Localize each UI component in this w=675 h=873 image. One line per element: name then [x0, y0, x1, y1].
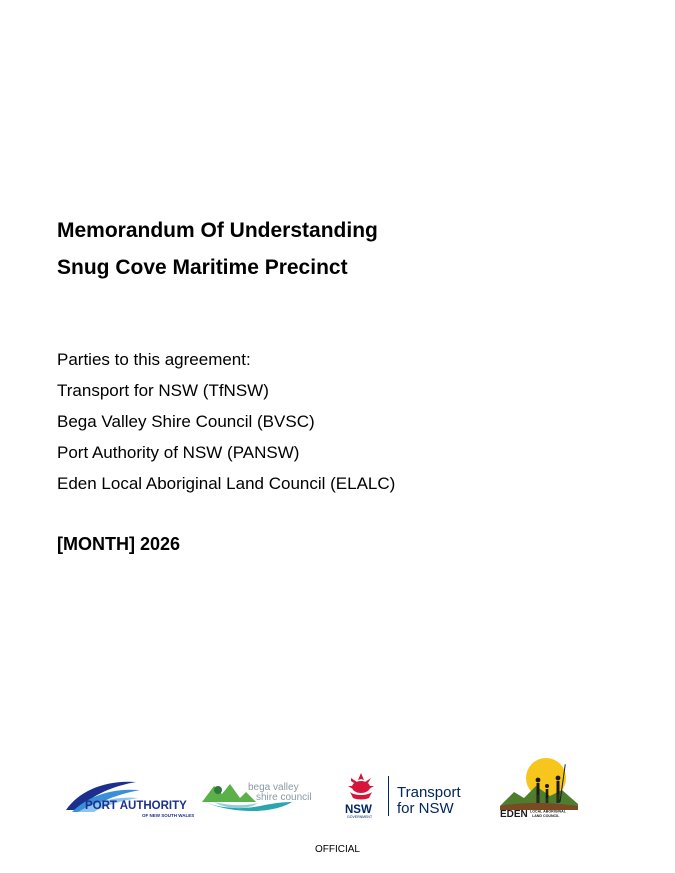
transport-nsw-logo	[343, 770, 473, 826]
agreement-date: [MONTH] 2026	[57, 534, 181, 554]
bega-line1: bega valley	[248, 782, 299, 793]
eden-sub1: LOCAL ABORIGINAL	[530, 809, 566, 814]
tfnsw-line2: for NSW	[397, 800, 454, 817]
bega-line2: shire council	[256, 792, 312, 803]
parties-heading: Parties to this agreement:	[57, 350, 251, 369]
party-item: Port Authority of NSW (PANSW)	[57, 443, 300, 462]
classification-footer: OFFICIAL	[314, 844, 360, 855]
document-title: Memorandum Of Understanding	[57, 219, 378, 242]
party-item: Eden Local Aboriginal Land Council (ELALC)	[57, 474, 396, 493]
document-subtitle: Snug Cove Maritime Precinct	[57, 256, 348, 279]
eden-lalc-logo	[500, 754, 580, 820]
tfnsw-line1: Transport	[397, 784, 461, 801]
pa-name: PORT AUTHORITY	[85, 800, 187, 812]
parties-section	[57, 344, 395, 499]
waratah-icon	[348, 773, 374, 800]
nsw-government: GOVERNMENT	[347, 815, 373, 819]
logo-strip	[0, 750, 675, 830]
eden-sub2: LAND COUNCIL	[532, 814, 560, 818]
party-item: Transport for NSW (TfNSW)	[57, 381, 269, 400]
bega-valley-logo	[200, 772, 315, 822]
party-item: Bega Valley Shire Council (BVSC)	[57, 412, 315, 431]
pa-sub: OF NEW SOUTH WALES	[142, 813, 195, 818]
eden-name: EDEN	[500, 809, 528, 820]
port-authority-logo	[58, 774, 195, 822]
title-block	[57, 212, 378, 286]
nsw-mark: NSW	[345, 804, 372, 816]
